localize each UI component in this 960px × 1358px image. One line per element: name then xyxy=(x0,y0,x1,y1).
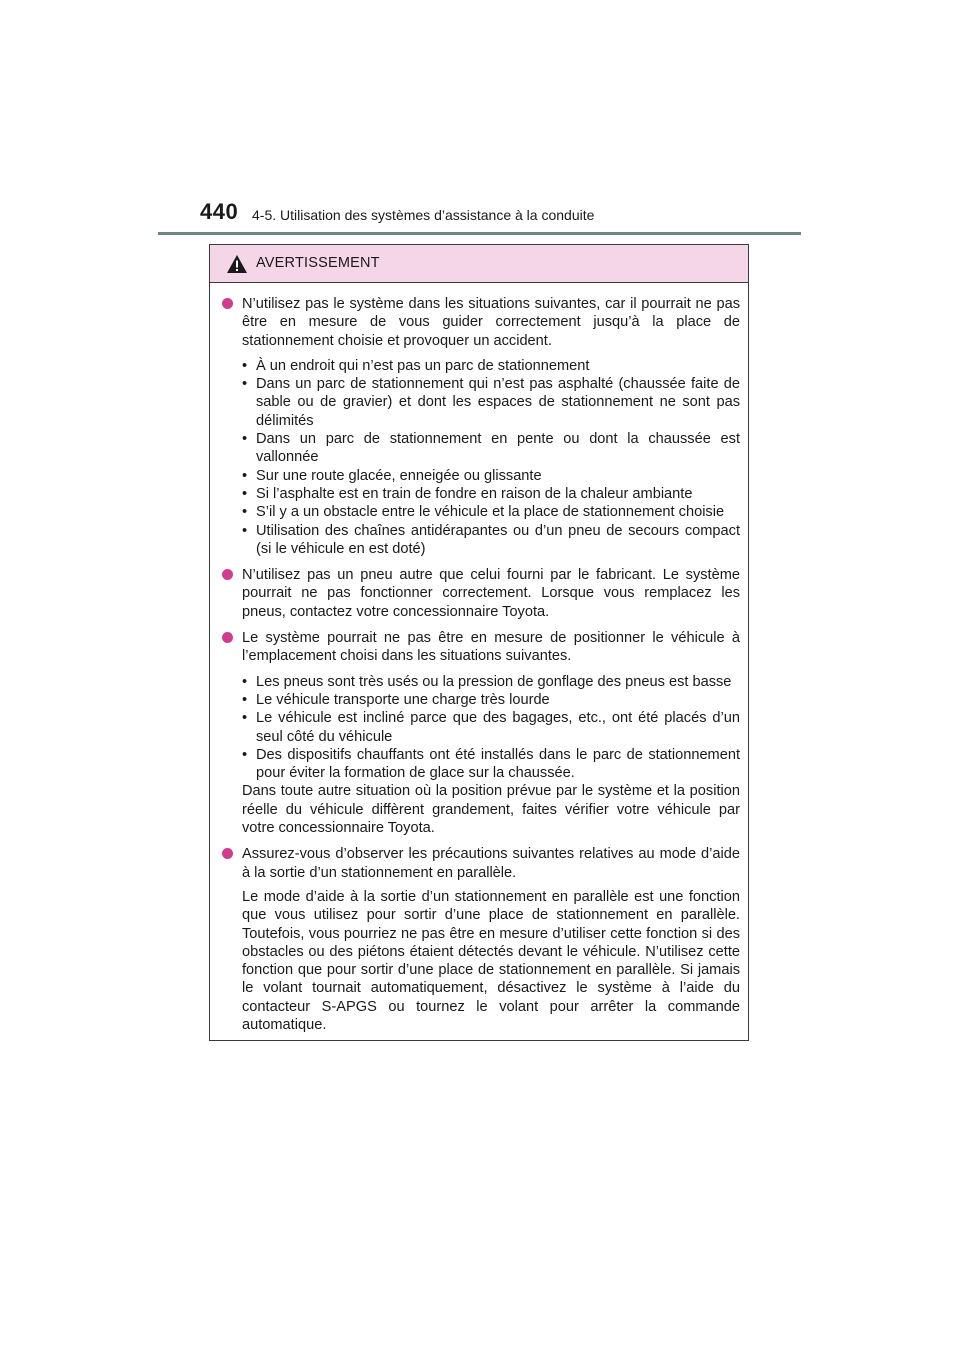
situation-list xyxy=(242,673,740,783)
item-text: N’utilisez pas un pneu autre que celui fourni par le fabricant. Le système pourrait ne pas fonctionner correctement. Lorsque vous remplacez les pneus, contactez votre concessionnaire Toyota. xyxy=(242,567,740,620)
bullet-dot-icon xyxy=(222,632,233,643)
item-text: Le système pourrait ne pas être en mesure de positionner le véhicule à l’emplacement choisi dans les situations suivantes. xyxy=(242,630,740,665)
list-item: • Dans un parc de stationnement en pente ou dont la chaussée est vallonnée xyxy=(242,430,740,467)
warning-item xyxy=(222,629,740,837)
list-item: • Si l’asphalte est en train de fondre en raison de la chaleur ambiante xyxy=(242,485,740,503)
list-item: • Sur une route glacée, enneigée ou glissante xyxy=(242,467,740,485)
list-item: • Des dispositifs chauffants ont été installés dans le parc de stationnement pour éviter la formation de glace sur la chaussée. xyxy=(242,746,740,783)
situation-list xyxy=(242,357,740,558)
bullet-dot-icon xyxy=(222,569,233,580)
warning-item xyxy=(222,845,740,1034)
warning-body xyxy=(210,283,748,1034)
section-title: 4-5. Utilisation des systèmes d’assistance à la conduite xyxy=(252,207,595,223)
list-item: • S’il y a un obstacle entre le véhicule et la place de stationnement choisie xyxy=(242,503,740,521)
item-note: Dans toute autre situation où la position prévue par le système et la position réelle du véhicule diffèrent grandement, faites vérifier votre véhicule par votre concessionnaire Toyota. xyxy=(242,783,740,837)
warning-box xyxy=(209,244,749,1041)
list-item: • Les pneus sont très usés ou la pression de gonflage des pneus est basse xyxy=(242,673,740,691)
list-item: • Le véhicule transporte une charge très lourde xyxy=(242,691,740,709)
item-text: Assurez-vous d’observer les précautions suivantes relatives au mode d’aide à la sortie d’un stationnement en parallèle. xyxy=(242,846,740,881)
list-item: • À un endroit qui n’est pas un parc de stationnement xyxy=(242,357,740,375)
list-item: • Dans un parc de stationnement qui n’est pas asphalté (chaussée faite de sable ou de gravier) et dont les espaces de stationnement ne sont pas délimités xyxy=(242,375,740,430)
list-item: • Le véhicule est incliné parce que des bagages, etc., ont été placés d’un seul côté du véhicule xyxy=(242,709,740,746)
page-number: 440 xyxy=(200,199,239,224)
page-header xyxy=(0,0,960,240)
warning-item xyxy=(222,566,740,621)
item-note: Le mode d’aide à la sortie d’un stationnement en parallèle est une fonction que vous utilisez pour sortir d’une place de stationnement en parallèle. Toutefois, vous pourriez ne pas être en mesure d’utiliser cette fonction si des obstacles ou des piétons étaient détectés devant le véhicule. N’utilisez cette fonction que pour sortir d’une place de stationnement en parallèle. Si jamais le volant tournait automatiquement, désactivez le système à l’aide du contacteur S-APGS ou tournez le volant pour arrêter la commande automatique. xyxy=(242,888,740,1033)
warning-header xyxy=(210,245,748,283)
warning-triangle-icon xyxy=(226,254,248,274)
item-text: N’utilisez pas le système dans les situations suivantes, car il pourrait ne pas être en mesure de vous guider correctement jusqu’à la place de stationnement choisie et provoquer un accident. xyxy=(242,296,740,349)
header-divider xyxy=(158,232,801,235)
bullet-dot-icon xyxy=(222,848,233,859)
warning-title: AVERTISSEMENT xyxy=(256,255,380,271)
bullet-dot-icon xyxy=(222,298,233,309)
list-item: • Utilisation des chaînes antidérapantes ou d’un pneu de secours compact (si le véhicule en est doté) xyxy=(242,522,740,559)
warning-item xyxy=(222,295,740,558)
